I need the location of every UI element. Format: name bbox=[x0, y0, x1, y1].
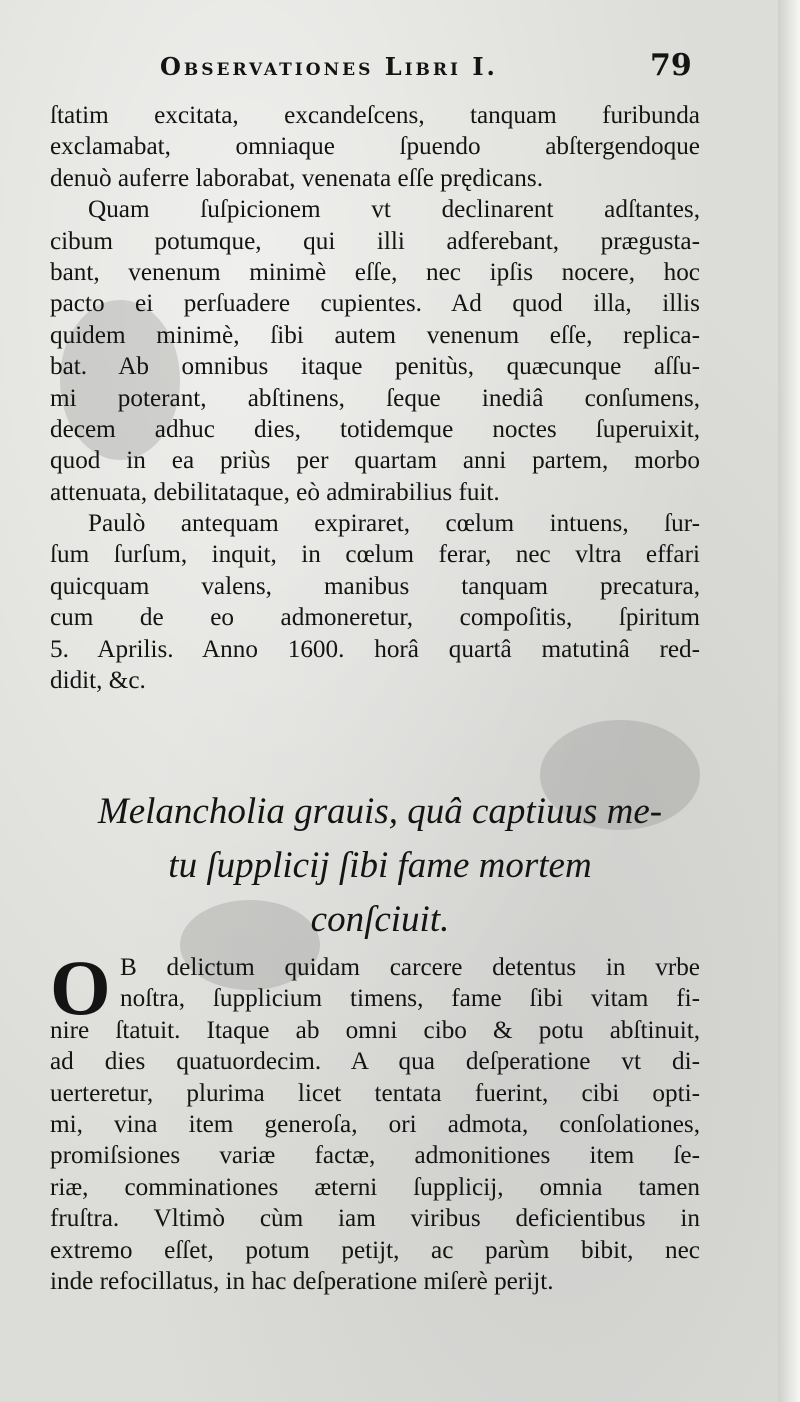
page-edge-shadow bbox=[778, 0, 800, 1402]
page-header bbox=[160, 46, 720, 96]
text-line: bant, venenum minimè eſſe, nec ipſis nocere, hoc bbox=[50, 258, 700, 286]
text-line: bat. Ab omnibus itaque penitùs, quæcunque aſſu- bbox=[50, 353, 700, 381]
text-line: 5. Aprilis. Anno 1600. horâ quartâ matutinâ red- bbox=[50, 635, 700, 663]
text-line: inde refocillatus, in hac deſperatione miſerè perijt. bbox=[50, 1267, 554, 1295]
paragraph bbox=[50, 508, 700, 696]
text-line: extremo eſſet, potum petijt, ac parùm bibit, nec bbox=[50, 1236, 700, 1264]
text-line: mi poterant, abſtinens, ſeque inediâ conſumens, bbox=[50, 384, 700, 412]
body-text bbox=[50, 100, 700, 696]
page-number: 79 bbox=[650, 48, 692, 83]
text-line: ſum ſurſum, inquit, in cœlum ferar, nec vltra effari bbox=[50, 541, 700, 569]
text-line: pacto ei perſuadere cupientes. Ad quod illa, illis bbox=[50, 290, 700, 318]
text-line: denuò auferre laborabat, venenata eſſe prędicans. bbox=[50, 164, 543, 192]
text-line: fruſtra. Vltimò cùm iam viribus deficientibus in bbox=[50, 1205, 700, 1233]
heading-line: tu ſupplicij ſibi fame mortem bbox=[168, 845, 592, 886]
text-line: ad dies quatuordecim. A qua deſperatione vt di- bbox=[50, 1048, 700, 1076]
text-line: exclamabat, omniaque ſpuendo abſtergendoque bbox=[50, 133, 700, 161]
text-line: promiſsiones variæ factæ, admonitiones item ſe- bbox=[50, 1142, 700, 1170]
heading-line: conſciuit. bbox=[310, 899, 450, 940]
paragraph bbox=[50, 100, 700, 194]
text-line: riæ, comminationes æterni ſupplicij, omnia tamen bbox=[50, 1173, 700, 1201]
paragraph bbox=[50, 944, 700, 1297]
text-line: cum de eo admoneretur, compoſitis, ſpiritum bbox=[50, 604, 700, 632]
running-head: Observationes Libri I. bbox=[160, 52, 498, 81]
section-heading bbox=[70, 785, 690, 947]
text-line: B delictum quidam carcere detentus in vrbe bbox=[120, 954, 700, 981]
text-line: quod in ea priùs per quartam anni partem, morbo bbox=[50, 447, 700, 475]
text-line: quidem minimè, ſibi autem venenum eſſe, replica- bbox=[50, 321, 700, 349]
text-line: Paulò antequam expiraret, cœlum intuens, ſur- bbox=[88, 510, 700, 538]
text-line: Quam ſuſpicionem vt declinarent adſtantes, bbox=[88, 196, 700, 224]
text-line: mi, vina item generoſa, ori admota, conſolationes, bbox=[50, 1110, 700, 1138]
paragraph bbox=[50, 194, 700, 508]
text-line: decem adhuc dies, totidemque noctes ſuperuixit, bbox=[50, 415, 700, 443]
text-line: noſtra, ſupplicium timens, fame ſibi vitam fi- bbox=[120, 985, 700, 1013]
heading-line: Melancholia grauis, quâ captiuus me- bbox=[97, 791, 663, 832]
text-line: nire ſtatuit. Itaque ab omni cibo & potu abſtinuit, bbox=[50, 1016, 700, 1044]
text-line: attenuata, debilitataque, eò admirabilius fuit. bbox=[50, 478, 500, 506]
text-line: uerteretur, plurima licet tentata fuerint, cibi opti- bbox=[50, 1079, 700, 1107]
text-line: ſtatim excitata, excandeſcens, tanquam furibunda bbox=[50, 102, 700, 129]
text-line: quicquam valens, manibus tanquam precatura, bbox=[50, 572, 700, 600]
drop-cap: O bbox=[50, 944, 111, 1031]
text-line: didit, &c. bbox=[50, 667, 146, 695]
text-line: cibum potumque, qui illi adferebant, prægusta- bbox=[50, 227, 700, 255]
